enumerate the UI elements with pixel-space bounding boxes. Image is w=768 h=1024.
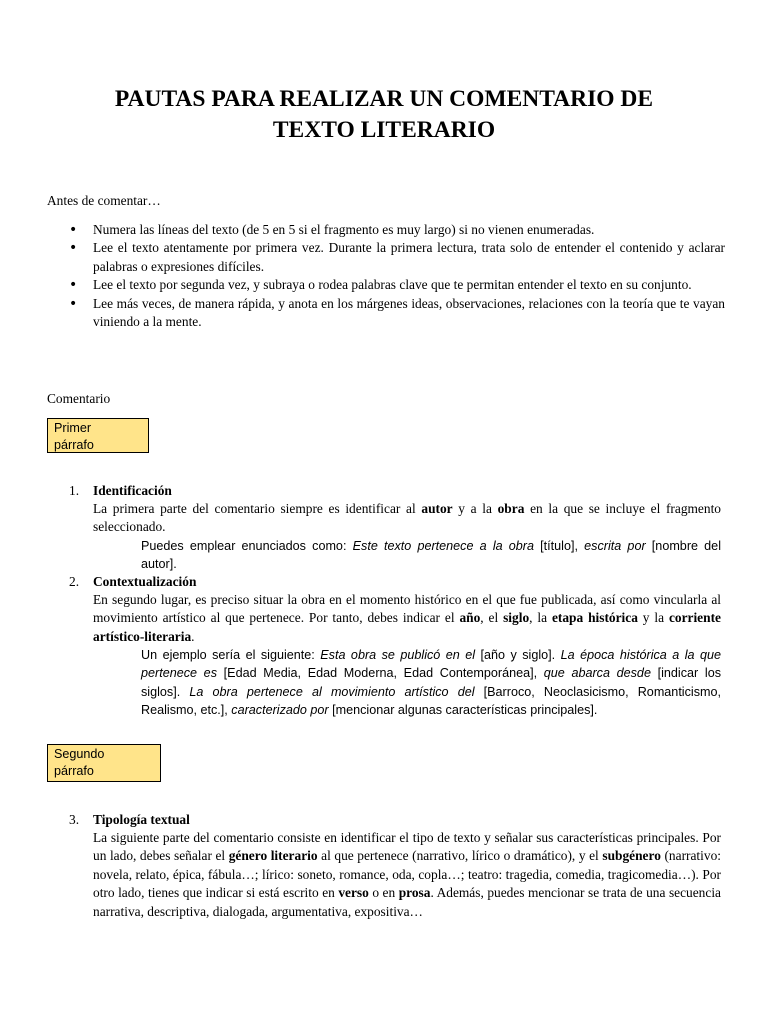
section-paragraph: [93, 829, 721, 921]
text-span: [indicar los siglos].: [141, 666, 721, 699]
text-span: [título],: [534, 539, 585, 553]
section-heading-identificacion: Identificación: [93, 483, 172, 498]
italic-term: La época histórica a la que pertenece es: [141, 648, 722, 681]
section-box-segundo-parrafo: [47, 744, 161, 782]
italic-term: Este texto pertenece a la obra: [352, 539, 535, 553]
text-span: [Barroco, Neoclasicismo, Romanticismo, Realismo, etc.],: [141, 684, 721, 718]
text-span: [mencionar algunas características principales].: [328, 703, 598, 718]
bold-term: siglo: [503, 610, 530, 626]
section-number: 3.: [69, 812, 80, 827]
text-span: [Edad Media, Edad Moderna, Edad Contemporánea],: [217, 666, 544, 681]
text-span: [nombre del autor].: [141, 539, 721, 572]
before-intro: Antes de comentar…: [47, 193, 161, 208]
bold-term: corriente artístico-literaria: [93, 610, 721, 644]
before-list: [65, 221, 725, 331]
title-line-1: PAUTAS PARA REALIZAR UN COMENTARIO DE: [114, 86, 654, 112]
section-example: [141, 646, 721, 720]
box-line: Segundo: [54, 747, 105, 761]
italic-term: escrita por: [584, 539, 646, 553]
section-box-primer-parrafo: [47, 418, 149, 453]
text-span: Puedes emplear enunciados como:: [141, 539, 353, 553]
italic-term: La obra pertenece al movimiento artístico del: [189, 684, 475, 699]
text-span: En segundo lugar, es preciso situar la obra en el momento histórico en el que fue publicada, así como vincularla al movimiento artístico al que pertenece. Por tanto, debes indicar el: [93, 592, 721, 626]
page-title: [60, 84, 708, 146]
text-span: . Además, puedes mencionar se trata de una secuencia narrativa, descriptiva, dialogada, argumentativa, expositiva…: [93, 885, 721, 919]
text-span: al que pertenece (narrativo, lírico o dramático), y el: [317, 848, 603, 864]
list-item: • Numera las líneas del texto (de 5 en 5 si el fragmento es muy largo) si no vienen enumeradas.: [65, 221, 725, 239]
box-line: Primer: [54, 421, 92, 435]
section-heading-tipologia-textual: Tipología textual: [93, 812, 190, 827]
section-number: 2.: [69, 574, 80, 589]
text-span: Un ejemplo sería el siguiente:: [141, 648, 321, 662]
section-paragraph: [93, 500, 721, 537]
bold-term: subgénero: [602, 848, 661, 864]
text-span: y a la: [452, 501, 498, 516]
bold-term: año: [459, 610, 481, 626]
text-span: , la: [529, 610, 552, 626]
list-item: • Lee el texto por segunda vez, y subraya o rodea palabras clave que te permitan entender el texto en su conjunto.: [65, 276, 725, 294]
text-span: , el: [480, 610, 504, 626]
text-span: y la: [637, 610, 669, 626]
section-heading-contextualizacion: Contextualización: [93, 574, 197, 589]
section-example: [141, 537, 721, 574]
bold-term: prosa: [398, 885, 431, 901]
text-span: .: [191, 628, 195, 644]
bold-term: verso: [338, 885, 369, 901]
box-line: párrafo: [54, 763, 94, 778]
comment-label: Comentario: [47, 391, 111, 406]
text-span: (narrativo: novela, relato, épica, fábula…; lírico: soneto, romance, oda, copla…; teatro: tragedia, comedia, tragicomedia…). Por otro lado, tienes que indicar si está escrito en: [93, 848, 721, 901]
text-span: en la que se incluye el fragmento seleccionado.: [93, 501, 721, 535]
text-span: o en: [368, 885, 399, 901]
text-span: La primera parte del comentario siempre es identificar al: [93, 501, 422, 516]
box-line: párrafo: [54, 437, 94, 452]
italic-term: caracterizado por: [231, 703, 329, 718]
bold-term: género literario: [228, 848, 318, 864]
bold-term: obra: [497, 501, 525, 516]
section-paragraph: [93, 591, 721, 646]
section-number: 1.: [69, 483, 80, 498]
text-span: [año y siglo].: [475, 648, 561, 662]
list-item: • Lee el texto atentamente por primera vez. Durante la primera lectura, trata solo de entender el contenido y aclarar palabras o expresiones difíciles.: [65, 239, 725, 276]
title-line-2: TEXTO LITERARIO: [272, 117, 496, 143]
italic-term: Esta obra se publicó en el: [320, 648, 476, 662]
italic-term: que abarca desde: [543, 666, 651, 681]
bold-term: etapa histórica: [551, 610, 638, 626]
list-item: • Lee más veces, de manera rápida, y anota en los márgenes ideas, observaciones, relaciones con la teoría que te vayan viniendo a la mente.: [65, 295, 725, 332]
text-span: La siguiente parte del comentario consiste en identificar el tipo de texto y señalar sus características principales. Por un lado, debes señalar el: [93, 830, 721, 864]
bold-term: autor: [421, 501, 453, 516]
